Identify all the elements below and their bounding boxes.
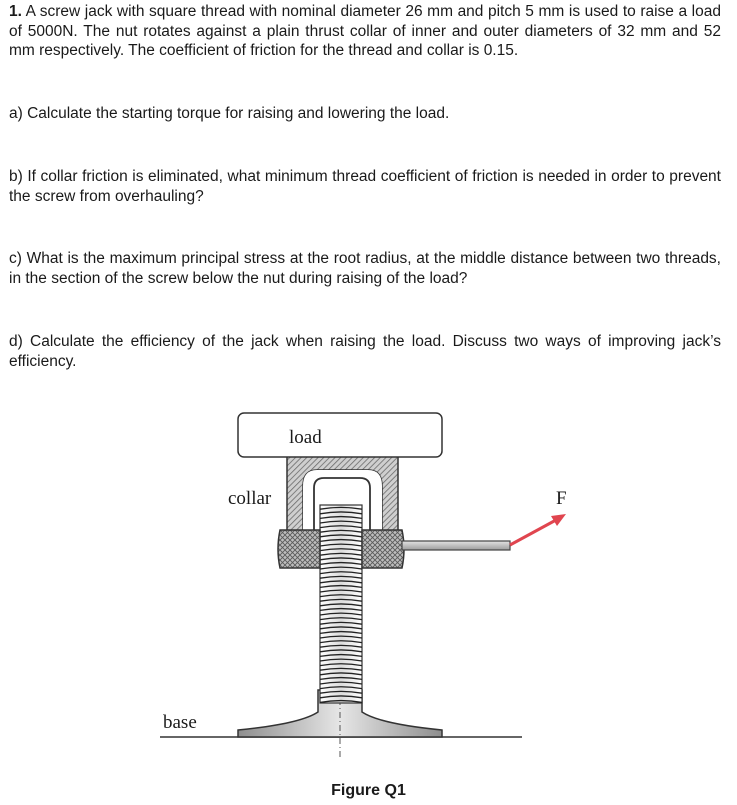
part-a-text: a) Calculate the starting torque for raising and lowering the load. xyxy=(9,105,450,122)
question-number: 1. xyxy=(9,3,22,20)
nut-left xyxy=(278,530,320,568)
part-c-text: c) What is the maximum principal stress at the root radius, at the middle distance between two threads, in the section of the screw below the nut during raising of the load? xyxy=(9,250,721,287)
question-intro xyxy=(9,2,721,61)
screw-jack-figure xyxy=(0,395,737,805)
lever-rod xyxy=(402,541,510,550)
collar-label: collar xyxy=(228,488,272,509)
load-block xyxy=(238,413,442,457)
load-label: load xyxy=(289,427,322,448)
part-b-text: b) If collar friction is eliminated, what minimum thread coefficient of friction is needed in order to prevent the screw from overhauling? xyxy=(9,168,721,205)
nut-right xyxy=(362,530,404,568)
force-arrow-line xyxy=(510,520,556,545)
base-label: base xyxy=(163,712,197,733)
figure-caption: Figure Q1 xyxy=(331,782,406,799)
force-label: F xyxy=(556,488,567,509)
part-d-text: d) Calculate the efficiency of the jack when raising the load. Discuss two ways of improving jack’s efficiency. xyxy=(9,333,721,370)
question-intro-text: A screw jack with square thread with nominal diameter 26 mm and pitch 5 mm is used to raise a load of 5000N. The nut rotates against a plain thrust collar of inner and outer diameters of 32 mm and 52 mm respectively. The coefficient of friction for the thread and collar is 0.15. xyxy=(9,3,721,59)
threaded-screw xyxy=(320,505,362,703)
